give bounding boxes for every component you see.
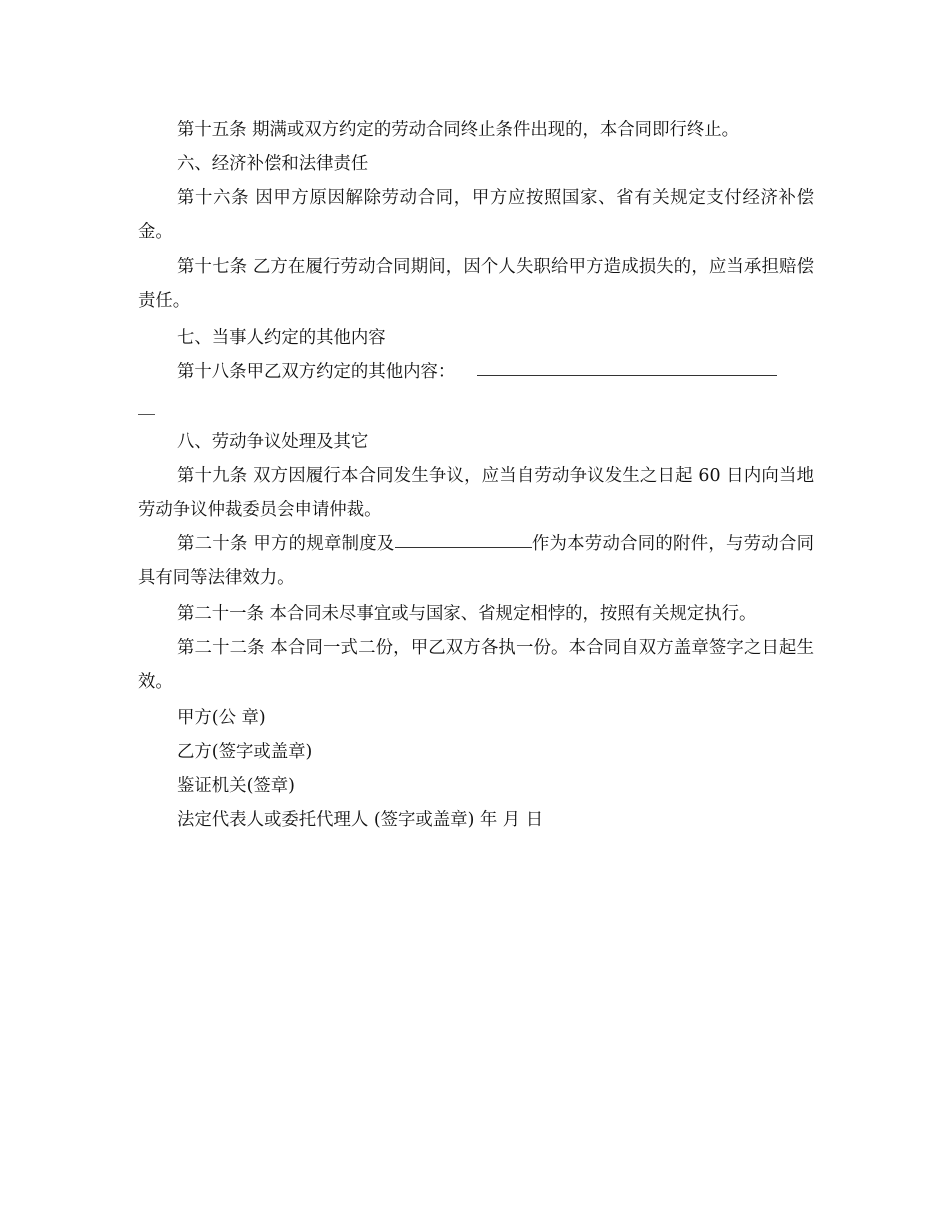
article-20-blank-line	[395, 529, 532, 549]
signature-party-a: 甲方(公 章)	[177, 708, 266, 728]
blank-line-continuation	[138, 414, 155, 415]
article-16: 第十六条 因甲方原因解除劳动合同，甲方应按照国家、省有关规定支付经济补偿金。	[138, 188, 814, 242]
section-heading-8: 八、劳动争议处理及其它	[177, 432, 369, 452]
article-20-text-b: 作为本劳动合同的附件，与劳动合同具有同等法律效力。	[138, 534, 814, 588]
section-heading-6: 六、经济补偿和法律责任	[177, 154, 369, 174]
article-21: 第二十一条 本合同未尽事宜或与国家、省规定相悖的，按照有关规定执行。	[177, 604, 757, 624]
article-18	[138, 355, 814, 389]
section-heading-7: 七、当事人约定的其他内容	[177, 328, 386, 348]
article-20	[138, 527, 814, 595]
signature-representative-date: 法定代表人或委托代理人 (签字或盖章) 年 月 日	[177, 810, 544, 830]
article-20-text-a: 第二十条 甲方的规章制度及	[177, 534, 395, 554]
signature-party-b: 乙方(签字或盖章)	[177, 742, 313, 762]
article-18-text: 第十八条甲乙双方约定的其他内容：	[177, 362, 456, 382]
article-19: 第十九条 双方因履行本合同发生争议，应当自劳动争议发生之日起 60 日内向当地劳动争议仲裁委员会申请仲裁。	[138, 466, 814, 520]
article-22: 第二十二条 本合同一式二份，甲乙双方各执一份。本合同自双方盖章签字之日起生效。	[138, 638, 814, 692]
signature-authority: 鉴证机关(签章)	[177, 776, 295, 796]
article-18-blank-line	[477, 357, 777, 377]
article-17: 第十七条 乙方在履行劳动合同期间，因个人失职给甲方造成损失的，应当承担赔偿责任。	[138, 257, 814, 311]
article-15: 第十五条 期满或双方约定的劳动合同终止条件出现的，本合同即行终止。	[177, 120, 740, 140]
